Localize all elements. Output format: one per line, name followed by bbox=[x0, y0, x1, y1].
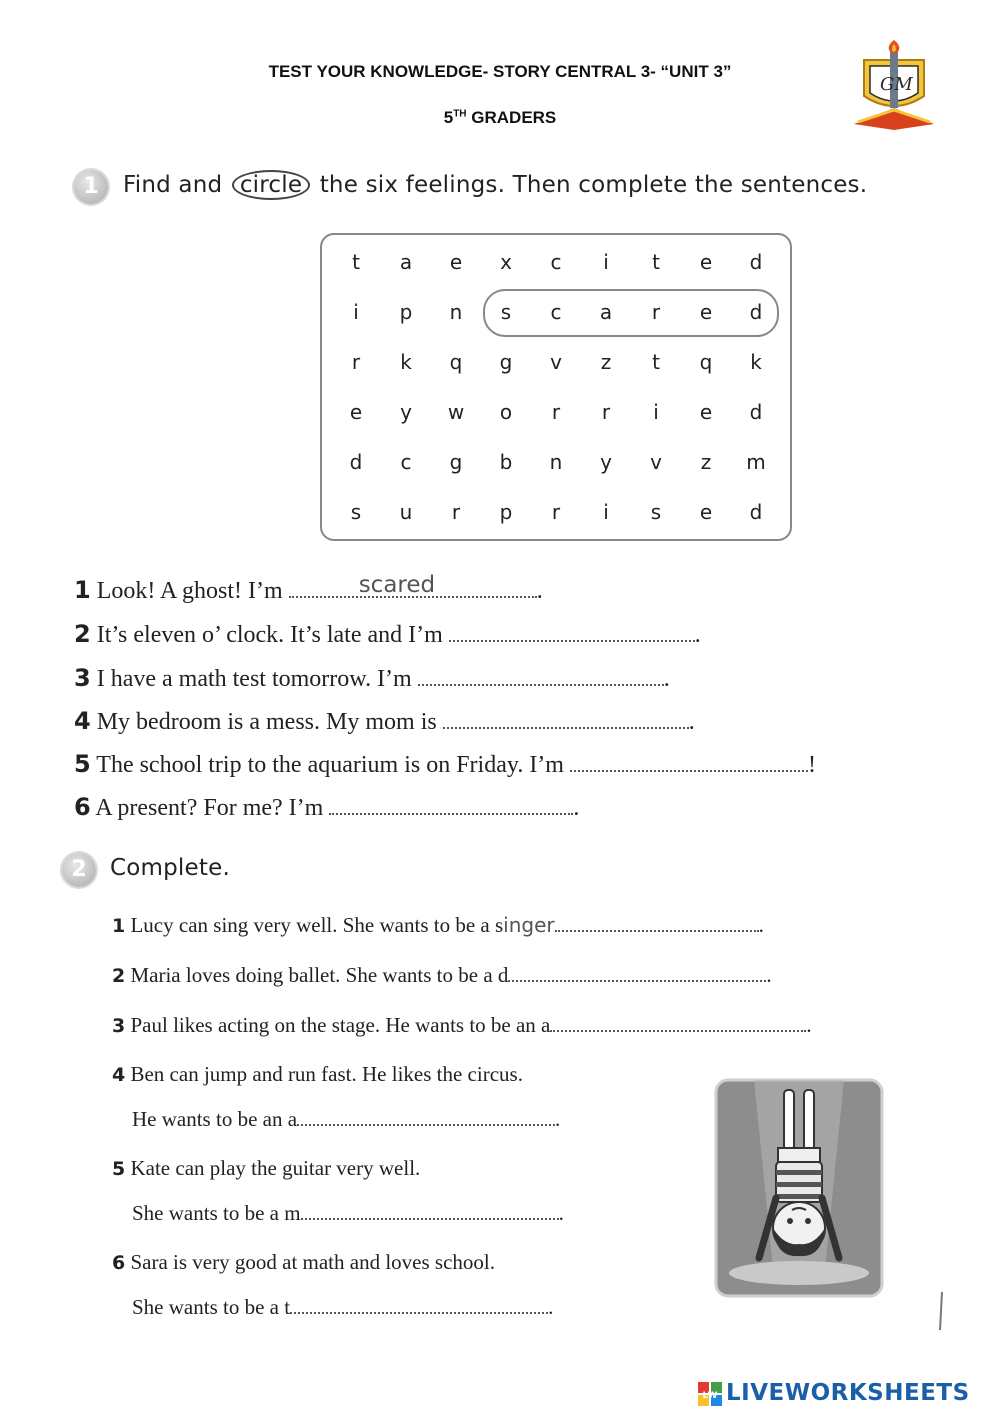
word-search-letter[interactable]: r bbox=[551, 400, 561, 424]
page-title: TEST YOUR KNOWLEDGE- STORY CENTRAL 3- “UNIT 3” bbox=[268, 62, 732, 81]
job-blank-1[interactable] bbox=[555, 912, 759, 932]
job-blank-6[interactable] bbox=[290, 1294, 548, 1314]
word-search-letter[interactable]: k bbox=[400, 350, 412, 374]
answer-blank-2[interactable] bbox=[449, 622, 695, 642]
word-search-letter[interactable]: e bbox=[699, 400, 713, 424]
footer-brand bbox=[698, 1380, 994, 1408]
word-search-letter[interactable]: d bbox=[749, 400, 763, 424]
word-search-letter[interactable]: r bbox=[601, 400, 611, 424]
word-search-letter[interactable]: p bbox=[399, 300, 413, 324]
liveworksheets-badge-icon bbox=[698, 1382, 722, 1406]
word-search-letter[interactable]: e bbox=[449, 250, 463, 274]
word-search-letter[interactable]: r bbox=[351, 350, 361, 374]
word-search-grid bbox=[320, 233, 792, 541]
word-search-letter[interactable]: b bbox=[499, 450, 513, 474]
word-search-letter[interactable]: n bbox=[549, 450, 563, 474]
feeling-sentence-4: 4 My bedroom is a mess. My mom is . bbox=[74, 707, 695, 735]
word-search-letter[interactable]: i bbox=[603, 500, 609, 524]
word-search-letter[interactable]: i bbox=[653, 400, 659, 424]
feeling-sentence-6: 6 A present? For me? I’m . bbox=[74, 793, 580, 821]
word-search-letter[interactable]: s bbox=[650, 500, 662, 524]
handstand-boy-illustration bbox=[714, 1078, 884, 1298]
circled-word: circle bbox=[232, 170, 310, 200]
word-search-letter[interactable]: n bbox=[449, 300, 463, 324]
job-item-3: 3 Paul likes acting on the stage. He wants to be an a . bbox=[112, 1013, 812, 1037]
grade-suffix: TH bbox=[453, 108, 467, 120]
word-search-letter[interactable]: t bbox=[652, 250, 660, 274]
feeling-sentence-5: 5 The school trip to the aquarium is on Friday. I’m ! bbox=[74, 750, 816, 778]
job-item-1: 1 Lucy can sing very well. She wants to be a singer . bbox=[112, 913, 764, 937]
answer-blank-6[interactable] bbox=[329, 795, 573, 815]
word-search-letter[interactable]: z bbox=[700, 450, 712, 474]
word-search-letter[interactable]: y bbox=[600, 450, 612, 474]
footer-brand-text: LIVEWORKSHEETS bbox=[726, 1380, 970, 1406]
grade-label: GRADERS bbox=[471, 108, 557, 127]
job-answer-1: inger bbox=[503, 913, 555, 937]
job-item-4-line-2: He wants to be an a . bbox=[132, 1107, 561, 1131]
page-edge-mark bbox=[936, 1290, 946, 1332]
job-blank-3[interactable] bbox=[550, 1012, 806, 1032]
section-1-title: Find and circle the six feelings. Then complete the sentences. bbox=[123, 172, 868, 198]
svg-text:LW: LW bbox=[702, 1391, 718, 1401]
word-search-letter[interactable]: q bbox=[449, 350, 463, 374]
job-item-5-line-2: She wants to be a m . bbox=[132, 1201, 564, 1225]
word-search-letter[interactable]: a bbox=[399, 250, 413, 274]
answer-blank-1[interactable] bbox=[289, 572, 537, 598]
section-1-number-badge: 1 bbox=[74, 170, 108, 204]
grade-number: 5 bbox=[443, 108, 454, 127]
word-search-letter[interactable]: e bbox=[699, 500, 713, 524]
word-search-letter[interactable]: d bbox=[749, 500, 763, 524]
job-item-6: 6 Sara is very good at math and loves school. bbox=[112, 1250, 495, 1274]
found-word-ring bbox=[483, 289, 779, 337]
word-search-letter[interactable]: d bbox=[749, 300, 763, 324]
job-item-2: 2 Maria loves doing ballet. She wants to be a d . bbox=[112, 963, 772, 987]
answer-blank-4[interactable] bbox=[443, 709, 689, 729]
feeling-sentence-2: 2 It’s eleven o’ clock. It’s late and I’m . bbox=[74, 620, 701, 648]
word-search-letter[interactable]: r bbox=[551, 500, 561, 524]
word-search-letter[interactable]: c bbox=[550, 250, 562, 274]
word-search-letter[interactable]: a bbox=[599, 300, 613, 324]
word-search-letter[interactable]: d bbox=[749, 250, 763, 274]
word-search-letter[interactable]: g bbox=[499, 350, 513, 374]
word-search-letter[interactable]: y bbox=[400, 400, 412, 424]
word-search-letter[interactable]: e bbox=[349, 400, 363, 424]
word-search-letter[interactable]: r bbox=[451, 500, 461, 524]
word-search-letter[interactable]: x bbox=[500, 250, 512, 274]
word-search-letter[interactable]: z bbox=[600, 350, 612, 374]
job-item-4: 4 Ben can jump and run fast. He likes the circus. bbox=[112, 1062, 523, 1086]
job-blank-5[interactable] bbox=[301, 1200, 559, 1220]
word-search-letter[interactable]: i bbox=[603, 250, 609, 274]
word-search-letter[interactable]: v bbox=[550, 350, 562, 374]
word-search-letter[interactable]: t bbox=[652, 350, 660, 374]
feeling-sentence-1: 1 Look! A ghost! I’m scared . bbox=[74, 572, 543, 604]
job-blank-4[interactable] bbox=[297, 1106, 555, 1126]
word-search-letter[interactable]: p bbox=[499, 500, 513, 524]
word-search-letter[interactable]: g bbox=[449, 450, 463, 474]
word-search-letter[interactable]: w bbox=[447, 400, 465, 424]
word-search-letter[interactable]: e bbox=[699, 300, 713, 324]
section-2-title: Complete. bbox=[110, 855, 230, 881]
word-search-letter[interactable]: q bbox=[699, 350, 713, 374]
word-search-letter[interactable]: u bbox=[399, 500, 413, 524]
word-search-letter[interactable]: o bbox=[499, 400, 513, 424]
word-search-letter[interactable]: e bbox=[699, 250, 713, 274]
word-search-letter[interactable]: r bbox=[651, 300, 661, 324]
answer-blank-3[interactable] bbox=[418, 666, 664, 686]
job-item-5: 5 Kate can play the guitar very well. bbox=[112, 1156, 421, 1180]
job-blank-2[interactable] bbox=[508, 962, 766, 982]
word-search-letter[interactable]: d bbox=[349, 450, 363, 474]
section-2-number-badge: 2 bbox=[62, 853, 96, 887]
answer-text-1: scared bbox=[358, 572, 436, 598]
word-search-letter[interactable]: s bbox=[500, 300, 512, 324]
feeling-sentence-3: 3 I have a math test tomorrow. I’m . bbox=[74, 664, 670, 692]
word-search-letter[interactable]: v bbox=[650, 450, 662, 474]
word-search-letter[interactable]: c bbox=[550, 300, 562, 324]
word-search-letter[interactable]: i bbox=[353, 300, 359, 324]
school-logo bbox=[846, 38, 942, 134]
job-item-6-line-2: She wants to be a t . bbox=[132, 1295, 554, 1319]
logo-monogram: GM bbox=[880, 74, 913, 95]
word-search-letter[interactable]: s bbox=[350, 500, 362, 524]
word-search-letter[interactable]: m bbox=[746, 450, 766, 474]
answer-blank-5[interactable] bbox=[570, 752, 808, 772]
word-search-letter[interactable]: k bbox=[750, 350, 762, 374]
word-search-letter[interactable]: t bbox=[352, 250, 360, 274]
word-search-letter[interactable]: c bbox=[400, 450, 412, 474]
